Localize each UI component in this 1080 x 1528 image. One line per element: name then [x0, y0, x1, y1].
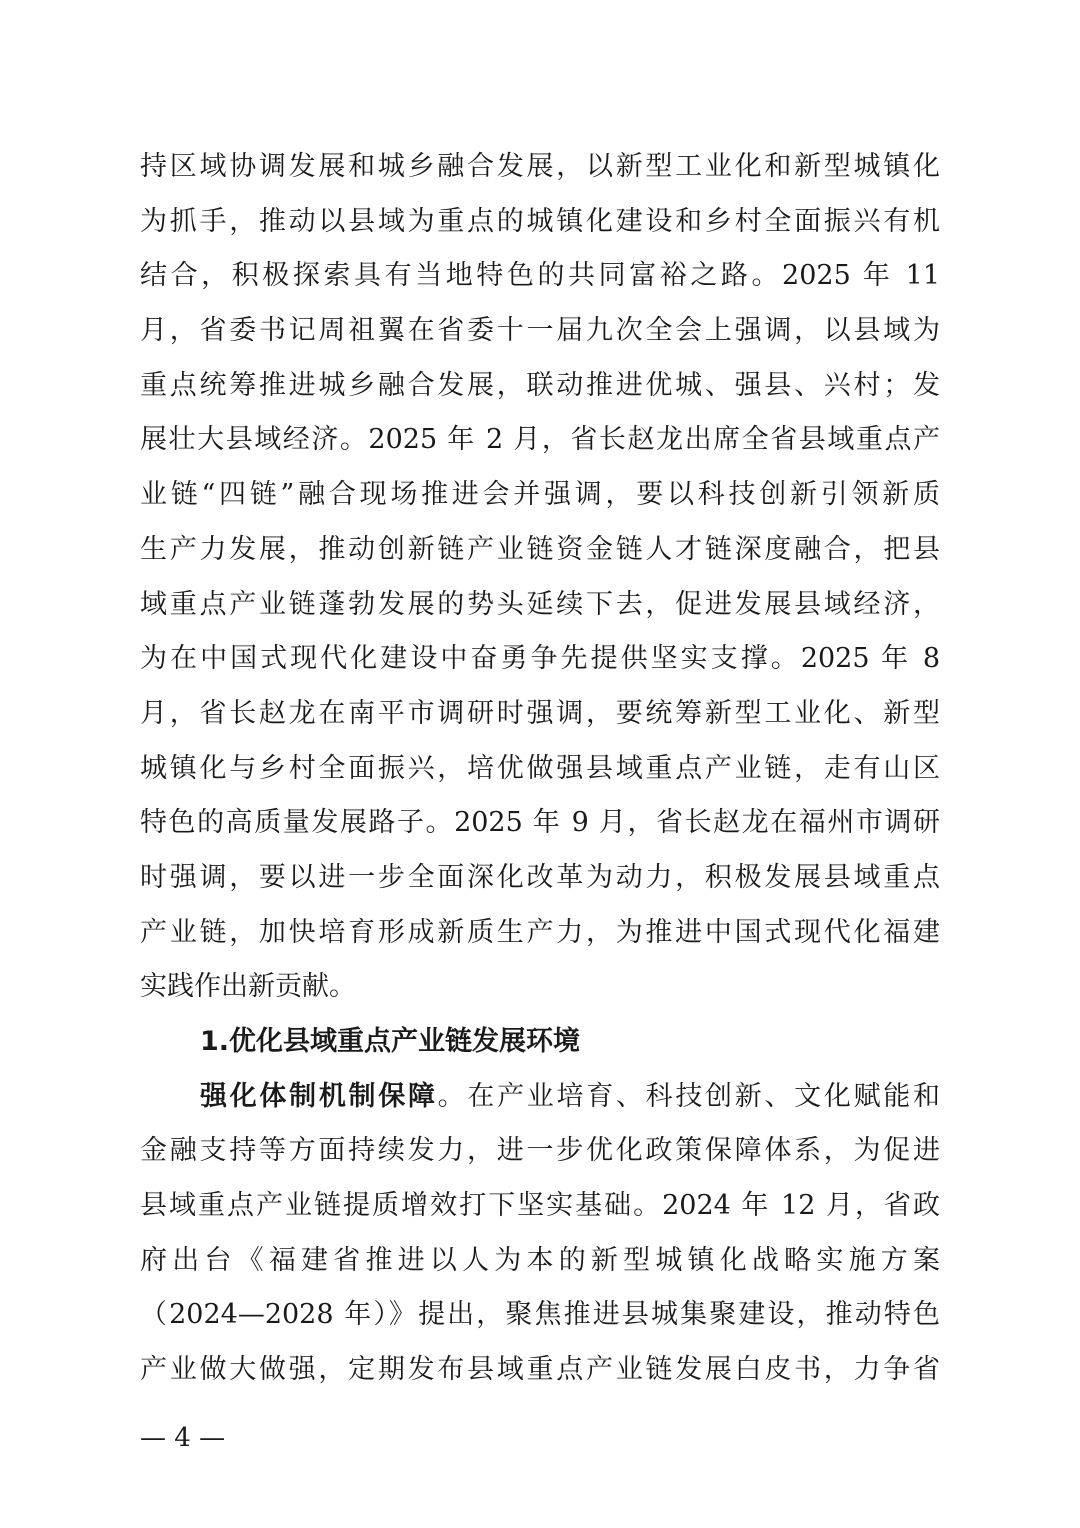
text-line: 县域重点产业链提质增效打下坚实基础。2024 年 12 月，省政: [140, 1190, 940, 1222]
page-number: — 4 —: [140, 1423, 226, 1453]
text-span: 。在产业培育、科技创新、文化赋能和: [437, 1080, 940, 1112]
text-line: 产业链，加快培育形成新质生产力，为推进中国式现代化福建: [140, 916, 940, 948]
document-body: [140, 140, 940, 1398]
text-line: 产业做大做强，定期发布县域重点产业链发展白皮书，力争省: [140, 1354, 940, 1386]
text-line: 府出台《福建省推进以人为本的新型城镇化战略实施方案: [140, 1244, 940, 1276]
text-line: 结合，积极探索具有当地特色的共同富裕之路。2025 年 11: [140, 260, 940, 292]
text-line: 为抓手，推动以县域为重点的城镇化建设和乡村全面振兴有机: [140, 205, 940, 237]
text-line: [140, 1070, 940, 1125]
text-line: 月，省委书记周祖翼在省委十一届九次全会上强调，以县域为: [140, 315, 940, 347]
text-line: 业链“四链”融合现场推进会并强调，要以科技创新引领新质: [140, 479, 940, 511]
text-line: 城镇化与乡村全面振兴，培优做强县域重点产业链，走有山区: [140, 752, 940, 784]
text-line: 域重点产业链蓬勃发展的势头延续下去，促进发展县域经济，: [140, 588, 940, 620]
paragraph: [140, 140, 940, 1015]
text-line: 持区域协调发展和城乡融合发展，以新型工业化和新型城镇化: [140, 151, 940, 182]
text-line: 实践作出新贡献。: [140, 971, 356, 1003]
text-line: 月，省长赵龙在南平市调研时强调，要统筹新型工业化、新型: [140, 697, 940, 729]
text-line: （2024—2028 年）》提出，聚焦推进县城集聚建设，推动特色: [140, 1299, 940, 1331]
text-line: 特色的高质量发展路子。2025 年 9 月，省长赵龙在福州市调研: [140, 807, 940, 839]
lead-bold-text: 强化体制机制保障: [200, 1080, 438, 1112]
paragraph: [140, 1070, 940, 1398]
text-line: 金融支持等方面持续发力，进一步优化政策保障体系，为促进: [140, 1135, 940, 1167]
section-heading: 1.优化县域重点产业链发展环境: [200, 1026, 581, 1057]
text-line: 为在中国式现代化建设中奋勇争先提供坚实支撑。2025 年 8: [140, 643, 940, 675]
text-line: 生产力发展，推动创新链产业链资金链人才链深度融合，把县: [140, 533, 940, 565]
text-line: 重点统筹推进城乡融合发展，联动推进优城、强县、兴村；发: [140, 369, 940, 401]
text-line: 时强调，要以进一步全面深化改革为动力，积极发展县域重点: [140, 861, 940, 893]
text-line: 展壮大县域经济。2025 年 2 月，省长赵龙出席全省县域重点产: [140, 424, 940, 456]
